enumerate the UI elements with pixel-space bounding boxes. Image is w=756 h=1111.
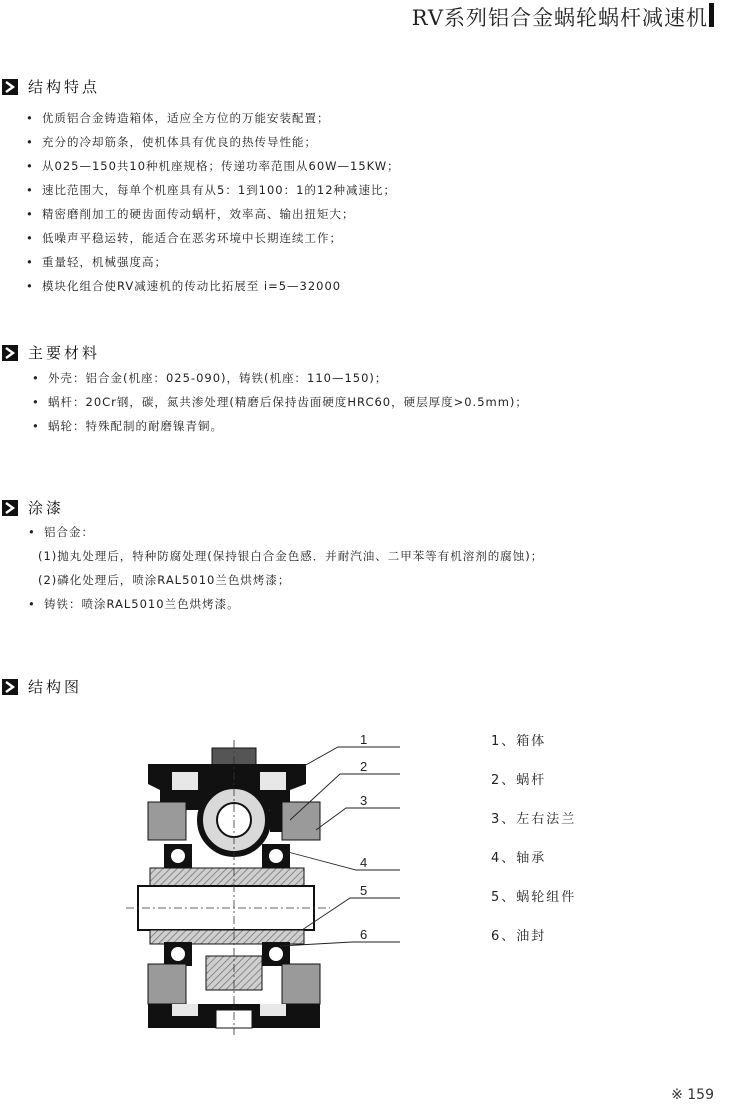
section-title: 结构图 [28, 678, 83, 696]
list-item: • 优质铝合金铸造箱体，适应全方位的万能安装配置； [26, 111, 330, 125]
list-item: • 蜗轮：特殊配制的耐磨镍青铜。 [32, 419, 223, 433]
legend-item: 4、轴承 [491, 851, 547, 866]
list-item: • 模块化组合使RV减速机的传动比拓展至 i=5—32000 [26, 279, 342, 293]
list-item: • 速比范围大，每单个机座具有从5：1到100：1的12种减速比； [26, 183, 397, 197]
list-item: (2)磷化处理后，喷涂RAL5010兰色烘烤漆； [38, 573, 291, 587]
legend-item: 1、箱体 [491, 734, 547, 749]
chevron-right-icon [2, 679, 18, 695]
list-item: • 重量轻，机械强度高； [26, 255, 167, 269]
list-item: • 铸铁：喷涂RAL5010兰色烘烤漆。 [28, 597, 240, 611]
gearbox-cross-section-diagram [120, 720, 420, 1035]
callout-label: 3 [360, 793, 368, 808]
list-item: • 精密磨削加工的硬齿面传动蜗杆，效率高、输出扭矩大； [26, 207, 355, 221]
list-item: • 充分的冷却筋条，使机体具有优良的热传导性能； [26, 135, 317, 149]
chevron-right-icon [2, 500, 18, 516]
list-item: • 外壳：铝合金(机座：025-090)，铸铁(机座：110—150)； [32, 371, 388, 385]
section-title: 涂漆 [28, 499, 65, 517]
section-title: 主要材料 [28, 344, 101, 362]
legend-item: 3、左右法兰 [491, 812, 577, 827]
chevron-right-icon [2, 79, 18, 95]
callout-label: 6 [360, 927, 368, 942]
list-item: • 蜗杆：20Cr钢，碳，氮共渗处理(精磨后保持齿面硬度HRC60，硬层厚度>0.5mm)； [32, 395, 528, 409]
section-header-painting [2, 497, 64, 518]
section-header-features [2, 76, 100, 97]
callout-label: 1 [360, 732, 368, 747]
features-list [26, 106, 400, 298]
callout-label: 4 [360, 855, 368, 870]
list-item: • 铝合金： [28, 525, 94, 539]
legend-item: 2、蜗杆 [491, 773, 547, 788]
section-header-structure [2, 676, 82, 697]
list-item: (1)抛丸处理后，特种防腐处理(保持银白合金色感．并耐汽油、二甲苯等有机溶剂的腐蚀)； [38, 549, 544, 563]
section-title: 结构特点 [28, 78, 101, 96]
page-title: RV系列铝合金蜗轮蜗杆减速机 [411, 6, 708, 30]
section-header-materials [2, 342, 100, 363]
diagram-legend [491, 728, 576, 962]
painting-list [28, 520, 543, 616]
list-item: • 低噪声平稳运转，能适合在恶劣环境中长期连续工作； [26, 231, 342, 245]
page-number: ※ 159 [671, 1087, 714, 1103]
callout-label: 5 [360, 883, 368, 898]
callout-label: 2 [360, 759, 368, 774]
list-item: • 从025—150共10种机座规格；传递功率范围从60W—15KW； [26, 159, 400, 173]
legend-item: 6、油封 [491, 929, 547, 944]
legend-item: 5、蜗轮组件 [491, 890, 577, 905]
materials-list [32, 366, 528, 438]
chevron-right-icon [2, 345, 18, 361]
title-bar [709, 3, 714, 27]
